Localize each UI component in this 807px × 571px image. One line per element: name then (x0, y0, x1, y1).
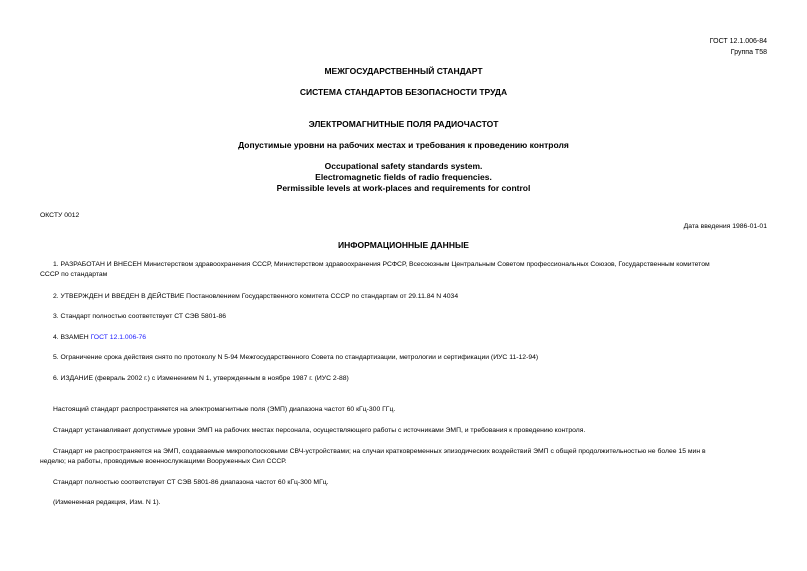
okstu-code: ОКСТУ 0012 (40, 212, 80, 219)
info-item-3: 3. Стандарт полностью соответствует СТ СЭВ 5801-86 (53, 313, 227, 320)
info-item-2: 2. УТВЕРЖДЕН И ВВЕДЕН В ДЕЙСТВИЕ Постановлением Государственного комитета СССР по стандартам от 29.11.84 N 4034 (53, 293, 459, 300)
interstate-standard-title: МЕЖГОСУДАРСТВЕННЫЙ СТАНДАРТ (324, 66, 483, 76)
conformity-paragraph: Стандарт полностью соответствует СТ СЭВ 5801-86 диапазона частот 60 кГц-300 МГц. (53, 479, 329, 486)
english-title-line-3: Permissible levels at work-places and requirements for control (276, 183, 531, 193)
info-item-4-prefix: 4. ВЗАМЕН (53, 334, 91, 341)
english-title-line-1: Occupational safety standards system. (324, 161, 483, 171)
system-title: СИСТЕМА СТАНДАРТОВ БЕЗОПАСНОСТИ ТРУДА (299, 87, 508, 97)
exclusions-paragraph-line-2: неделю; на работы, проводимые военнослужащими Вооруженных Сил СССР. (40, 458, 287, 465)
document-number: ГОСТ 12.1.006-84 (709, 38, 767, 45)
topic-title: ЭЛЕКТРОМАГНИТНЫЕ ПОЛЯ РАДИОЧАСТОТ (308, 119, 499, 129)
info-heading: ИНФОРМАЦИОННЫЕ ДАННЫЕ (338, 240, 469, 250)
document-group: Группа Т58 (730, 49, 767, 56)
replaced-standard-link[interactable]: ГОСТ 12.1.006-76 (90, 334, 147, 341)
amendment-note: (Измененная редакция, Изм. N 1). (53, 499, 161, 506)
requirements-paragraph: Стандарт устанавливает допустимые уровни ЭМП на рабочих местах персонала, осуществляющего работы с источниками ЭМП, и требования к проведению контроля. (53, 427, 586, 434)
info-item-6: 6. ИЗДАНИЕ (февраль 2002 г.) с Изменением N 1, утвержденным в ноябре 1987 г. (ИУС 2-88) (53, 375, 349, 382)
scope-paragraph: Настоящий стандарт распространяется на электромагнитные поля (ЭМП) диапазона частот 60 кГц-300 ГГц. (53, 406, 396, 413)
english-title-line-2: Electromagnetic fields of radio frequencies. (315, 172, 492, 182)
subtitle: Допустимые уровни на рабочих местах и требования к проведению контроля (238, 140, 569, 150)
exclusions-paragraph-line-1: Стандарт не распространяется на ЭМП, создаваемые микрополосковыми СВЧ-устройствами; на случаи кратковременных эпизодических воздействий ЭМП с общей продолжительностью не более 15 мин в (53, 448, 706, 455)
info-item-5: 5. Ограничение срока действия снято по протоколу N 5-94 Межгосударственного Совета по стандартизации, метрологии и сертификации (ИУС 11-12-94) (53, 354, 539, 361)
introduction-date: Дата введения 1986-01-01 (683, 223, 767, 230)
info-item-4 (53, 333, 146, 343)
info-item-1-line-2: СССР по стандартам (40, 271, 108, 278)
info-item-1-line-1: 1. РАЗРАБОТАН И ВНЕСЕН Министерством здравоохранения СССР, Министерством здравоохранения РСФСР, Всесоюзным Центральным Советом профессиональных Союзов, Государственным комитетом (53, 261, 710, 268)
